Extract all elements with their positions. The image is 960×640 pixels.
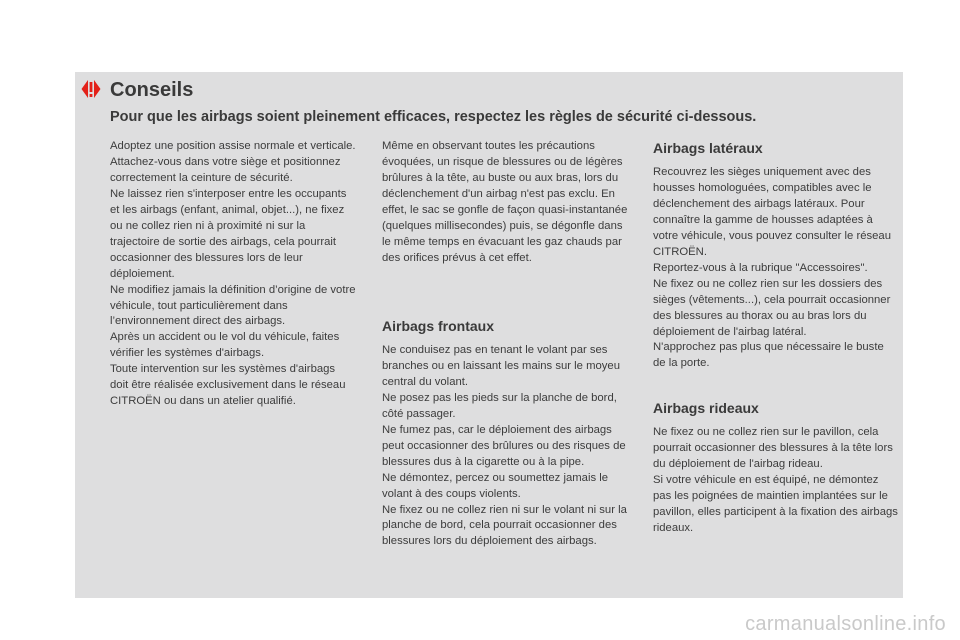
front-airbags-section <box>382 317 632 550</box>
curtain-airbags-paragraph: Ne fixez ou ne collez rien sur le pavillon, cela pourrait occasionner des blessures à la tête lors du déploiement de l'airbag rideau. <box>653 426 893 470</box>
front-airbags-paragraph: Ne posez pas les pieds sur la planche de bord, côté passager. <box>382 391 617 420</box>
side-airbags-section <box>653 139 899 372</box>
advice-paragraph: Ne laissez rien s'interposer entre les occupants et les airbags (enfant, animal, objet...), ne fixez ou ne collez rien ni à proximité ni sur la trajectoire de sortie des airbags, cela pourrait occasionner des blessures lors de leur déploiement. <box>110 187 347 280</box>
watermark: carmanualsonline.info <box>745 613 946 635</box>
curtain-airbags-paragraph: Si votre véhicule en est équipé, ne démontez pas les poignées de maintien implantées sur le pavillon, elles participent à la fixation des airbags rideaux. <box>653 473 898 534</box>
warning-chevrons-icon <box>80 79 102 99</box>
advice-paragraph: Après un accident ou le vol du véhicule, faites vérifier les systèmes d'airbags. <box>110 331 340 360</box>
front-airbags-paragraph: Ne démontez, percez ou soumettez jamais le volant à des coups violents. <box>382 471 609 500</box>
precautions-column <box>382 139 632 267</box>
advice-paragraph: Attachez-vous dans votre siège et positionnez correctement la ceinture de sécurité. <box>110 155 341 184</box>
side-airbags-paragraph: Ne fixez ou ne collez rien sur les dossiers des sièges (vêtements...), cela pourrait occasionner des blessures au thorax ou au bras lors du déploiement de l'airbag latéral. <box>653 277 891 338</box>
section-subtitle: Pour que les airbags soient pleinement efficaces, respectez les règles de sécurité ci-dessous. <box>110 109 757 125</box>
advice-paragraph: Ne modifiez jamais la définition d’origine de votre véhicule, tout particulièrement dans l’environnement direct des airbags. <box>110 283 356 328</box>
advice-paragraph: Adoptez une position assise normale et verticale. <box>110 140 356 152</box>
precautions-intro: Même en observant toutes les précautions évoquées, un risque de blessures ou de légères brûlures à la tête, au buste ou aux bras, lors du déclenchement d'un airbag n'est pas exclu. En effet, le sac se gonfle de façon quasi-instantanée (quelques millisecondes) puis, se dégonfle dans le même temps en évacuant les gaz chauds par des orifices prévus à cet effet. <box>382 140 628 264</box>
side-airbags-paragraph: Reportez-vous à la rubrique "Accessoires". <box>653 261 868 274</box>
front-airbags-paragraph: Ne fumez pas, car le déploiement des airbags peut occasionner des brûlures ou des risques de blessures dus à la cigarette ou à la pipe. <box>382 423 626 468</box>
general-advice-column <box>110 139 356 410</box>
side-airbags-heading: Airbags latéraux <box>653 140 763 156</box>
advice-paragraph: Toute intervention sur les systèmes d'airbags doit être réalisée exclusivement dans le réseau CITROËN ou dans un atelier qualifié. <box>110 363 346 408</box>
side-airbags-paragraph: N'approchez pas plus que nécessaire le buste de la porte. <box>653 341 884 370</box>
section-title: Conseils <box>110 79 194 101</box>
front-airbags-heading: Airbags frontaux <box>382 318 495 334</box>
curtain-airbags-section <box>653 399 899 537</box>
curtain-airbags-heading: Airbags rideaux <box>653 400 759 416</box>
side-airbags-paragraph: Recouvrez les sièges uniquement avec des housses homologuées, compatibles avec le déclenchement des airbags latéraux. Pour connaître la gamme de housses adaptées à votre véhicule, vous pouvez consulter le réseau CITROËN. <box>653 166 891 258</box>
front-airbags-paragraph: Ne fixez ou ne collez rien ni sur le volant ni sur la planche de bord, cela pourrait occasionner des blessures lors du déploiement des airbags. <box>382 503 627 548</box>
front-airbags-paragraph: Ne conduisez pas en tenant le volant par ses branches ou en laissant les mains sur le moyeu central du volant. <box>382 344 620 388</box>
